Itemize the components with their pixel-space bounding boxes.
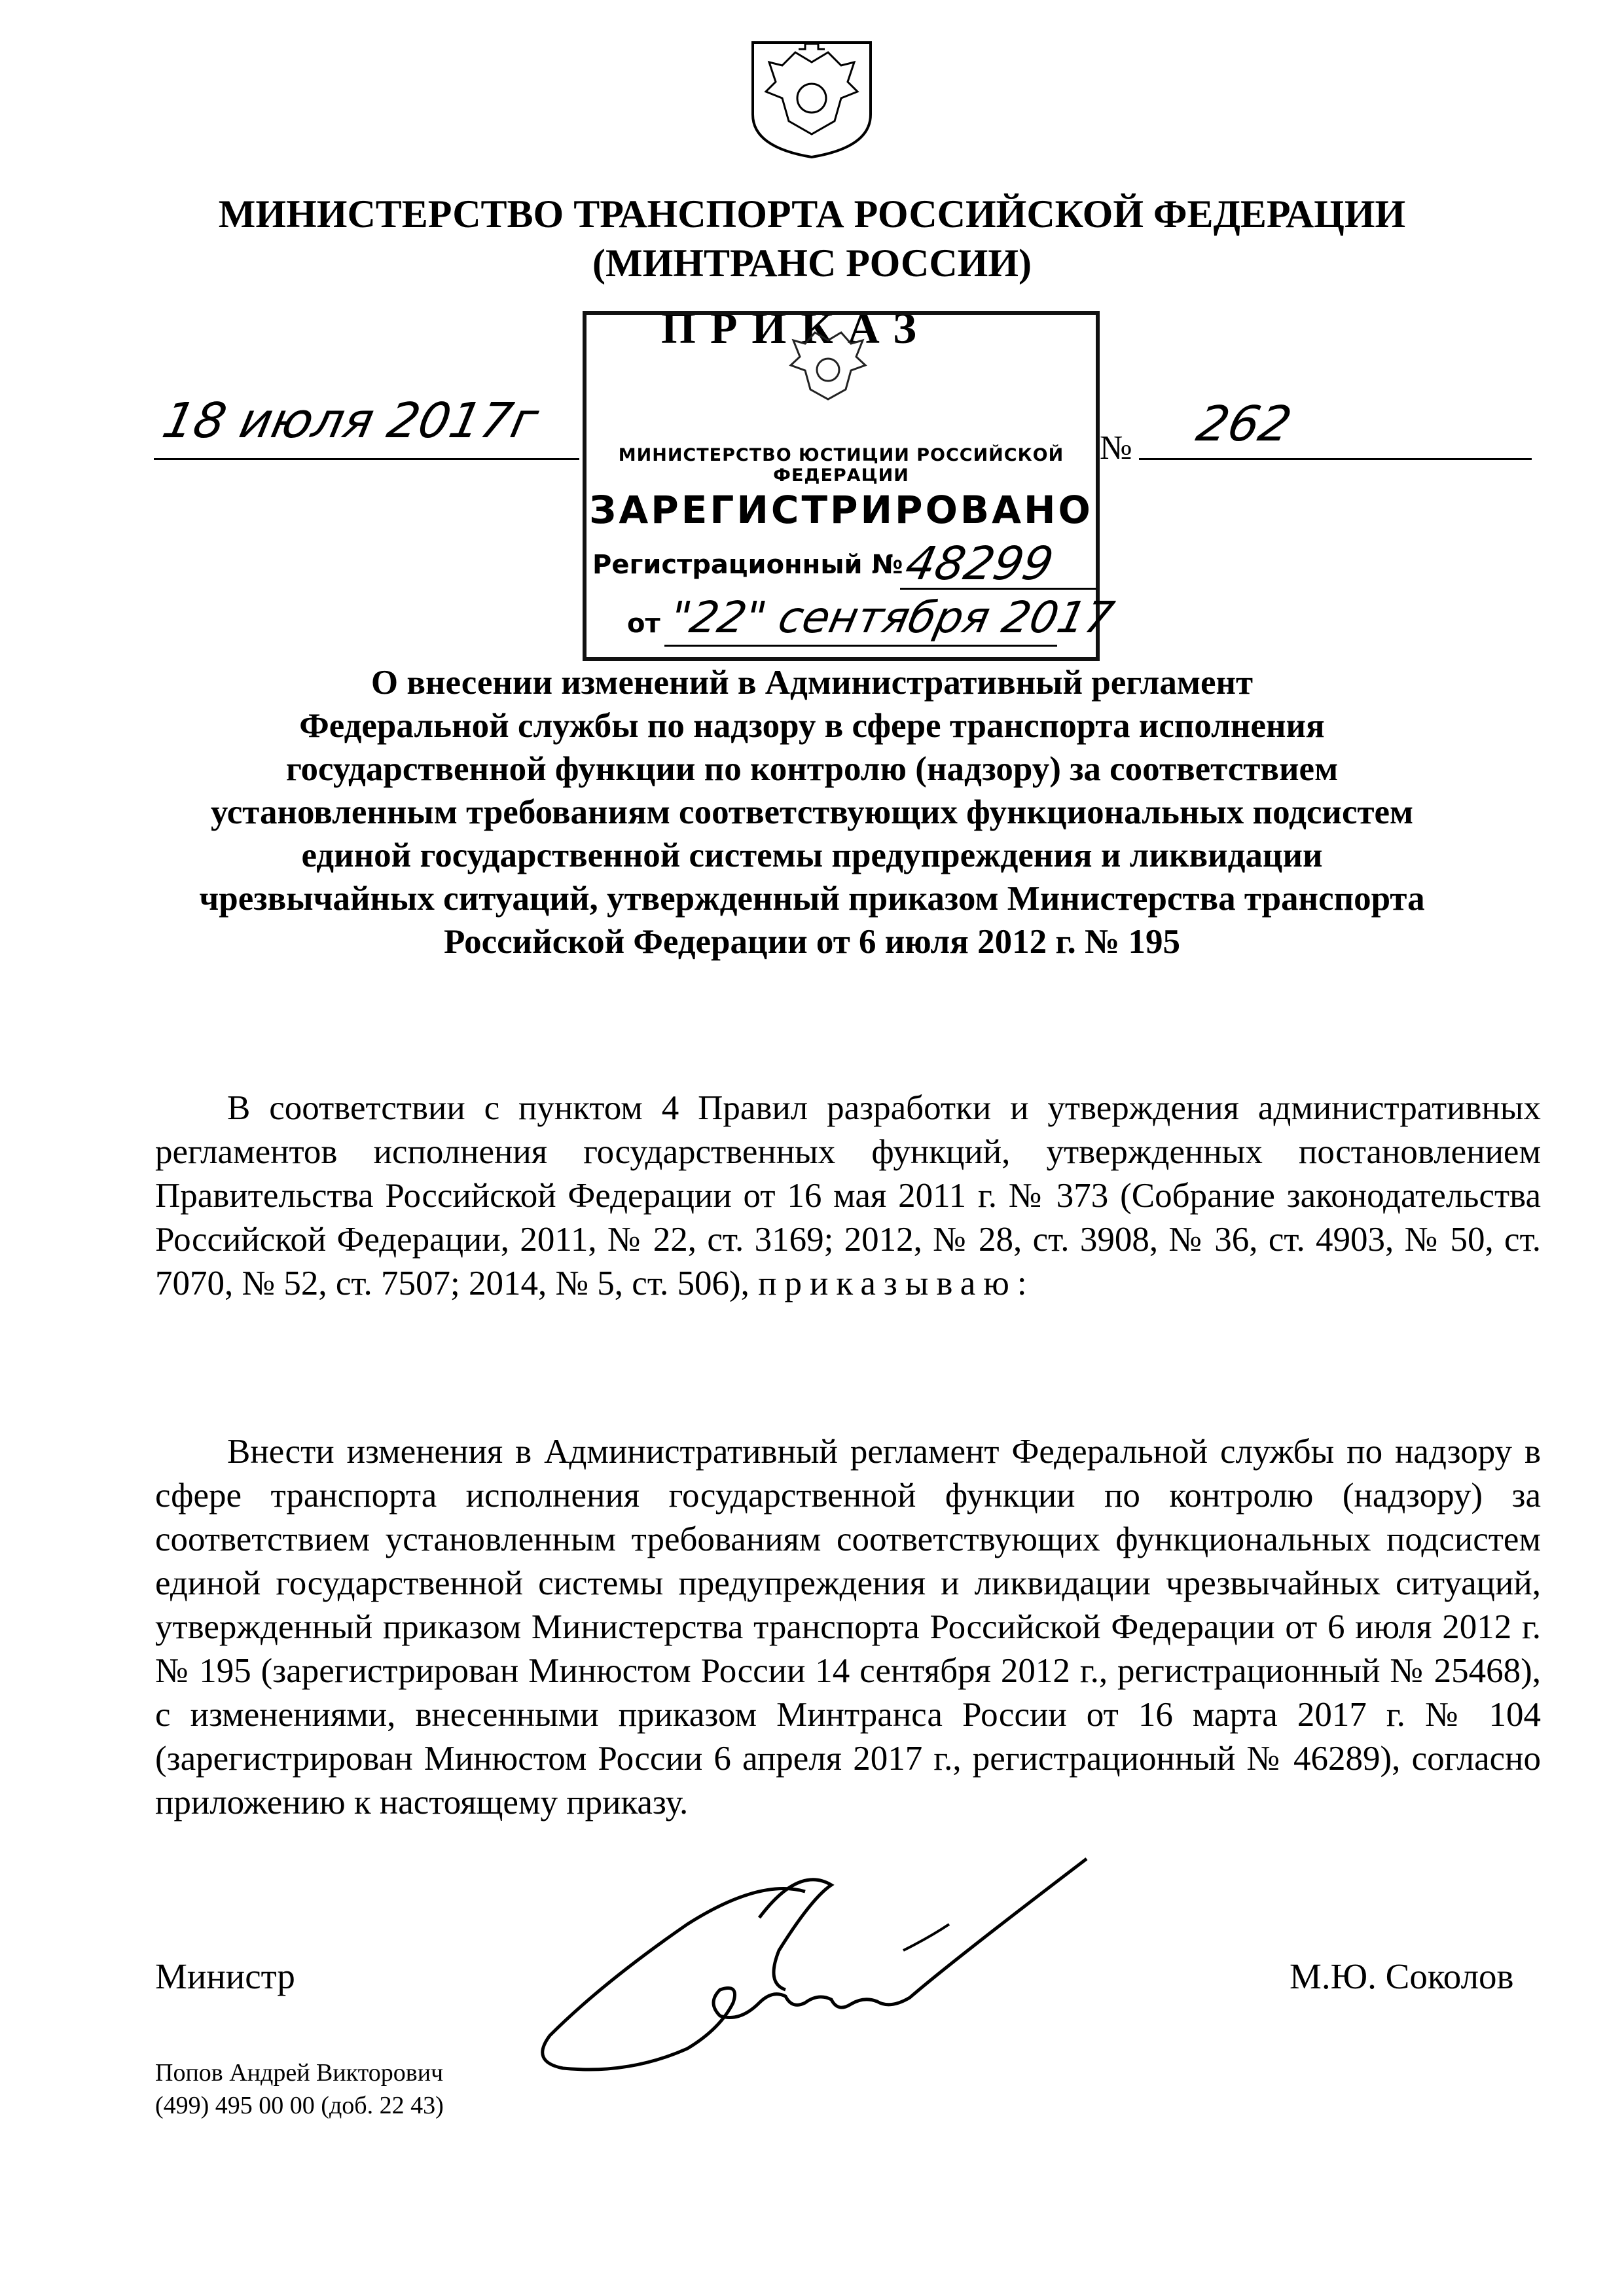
stamp-from-label: от	[627, 609, 660, 639]
signer-name: М.Ю. Соколов	[1290, 1956, 1514, 1996]
stamp-emblem-icon	[772, 321, 884, 416]
order-number-sign: №	[1100, 429, 1132, 467]
subject-line: О внесении изменений в Административный регламент	[370, 664, 1254, 702]
stamp-status: ЗАРЕГИСТРИРОВАНО	[589, 488, 1093, 532]
stamp-reg-date: "22" сентября 2017	[665, 592, 1119, 643]
ministry-line-1: МИНИСТЕРСТВО ТРАНСПОРТА РОССИЙСКОЙ ФЕДЕРАЦИИ	[218, 192, 1406, 236]
contact-name: Попов Андрей Викторович	[155, 2059, 444, 2087]
stamp-organization: МИНИСТЕРСТВО ЮСТИЦИИ РОССИЙСКОЙ ФЕДЕРАЦИИ	[618, 445, 1064, 486]
signer-title: Министр	[155, 1956, 295, 1996]
ministry-name	[0, 190, 1624, 288]
order-number-handwritten: 262	[1191, 396, 1297, 452]
stamp-reg-underline	[900, 588, 1096, 590]
subject-line: Федеральной службы по надзору в сфере транспорта исполнения	[299, 707, 1325, 745]
stamp-reg-label: Регистрационный №	[592, 550, 903, 580]
date-underline	[154, 458, 579, 460]
subject-line: установленным требованиям соответствующих функциональных подсистем	[210, 793, 1414, 831]
body-paragraph-1	[155, 1086, 1541, 1306]
stamp-reg-number: 48299	[901, 537, 1058, 590]
order-subject	[0, 661, 1624, 963]
subject-line: единой государственной системы предупреждения и ликвидации	[301, 836, 1323, 874]
signature-icon	[524, 1852, 1100, 2114]
directive-word: приказываю:	[758, 1265, 1035, 1302]
number-underline	[1139, 458, 1532, 460]
subject-line: Российской Федерации от 6 июля 2012 г. № 195	[444, 923, 1180, 961]
coat-of-arms-icon	[743, 36, 880, 160]
order-date-handwritten: 18 июля 2017г	[157, 393, 543, 449]
order-title: ПРИКАЗ	[661, 303, 931, 353]
paragraph-1-text: В соответствии с пунктом 4 Правил разработки и утверждения административных регламентов исполнения государственных функций, утвержденных постановлением Правительства Российской Федерации от 16 мая 2011 г. № 373 (Собрание законодательства Российской Федерации, 2011, № 22, ст. 3169; 2012, № 28, ст. 3908, № 36, ст. 4903, № 50, ст. 7070, № 52, ст. 7507; 2014, № 5, ст. 506),	[155, 1089, 1541, 1302]
stamp-date-underline	[664, 645, 1057, 647]
contact-phone: (499) 495 00 00 (доб. 22 43)	[155, 2092, 444, 2119]
ministry-line-2: (МИНТРАНС РОССИИ)	[592, 242, 1032, 285]
subject-line: чрезвычайных ситуаций, утвержденный приказом Министерства транспорта	[199, 880, 1425, 918]
body-paragraph-2: Внести изменения в Административный регламент Федеральной службы по надзору в сфере транспорта исполнения государственной функции по контролю (надзору) за соответствием установленным требованиям соответствующих функциональных подсистем единой государственной системы предупреждения и ликвидации чрезвычайных ситуаций, утвержденный приказом Министерства транспорта Российской Федерации от 6 июля 2012 г. № 195 (зарегистрирован Минюстом России 14 сентября 2012 г., регистрационный № 25468), с изменениями, внесенными приказом Минтранса России от 16 марта 2017 г. № 104 (зарегистрирован Минюстом России 6 апреля 2017 г., регистрационный № 46289), согласно приложению к настоящему приказу.	[155, 1433, 1541, 1821]
subject-line: государственной функции по контролю (надзору) за соответствием	[285, 750, 1339, 788]
